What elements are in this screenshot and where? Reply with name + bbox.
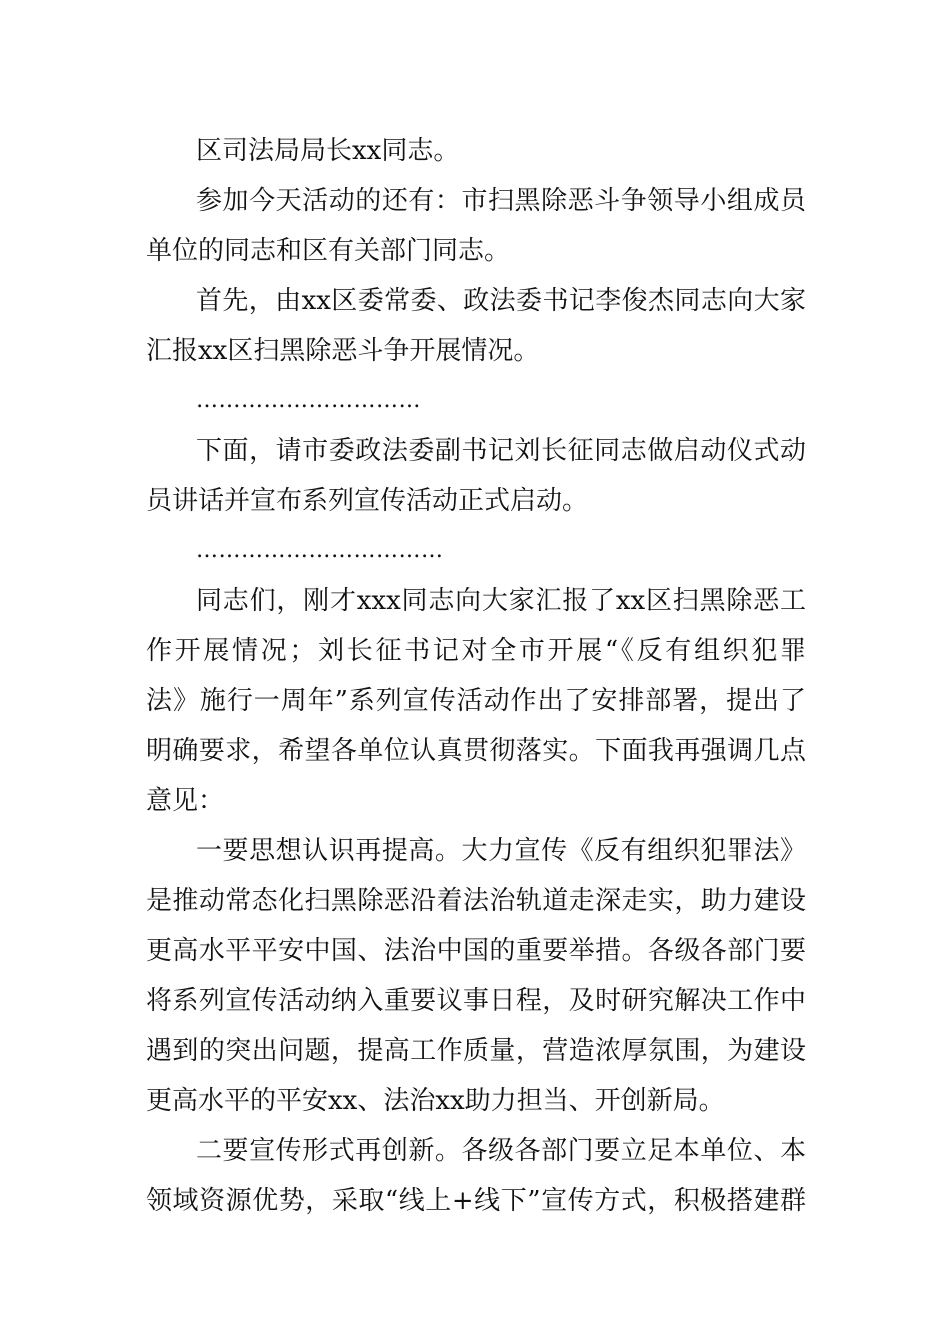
text-line: 汇报xx区扫黑除恶斗争开展情况。 xyxy=(146,336,540,366)
text-line: 同志们，刚才xxx同志向大家汇报了xx区扫黑除恶工 xyxy=(196,586,806,616)
text-line: 意见： xyxy=(146,786,225,816)
text-line: 单位的同志和区有关部门同志。 xyxy=(146,236,511,266)
text-line: 区司法局局长xx同志。 xyxy=(196,136,460,166)
text-line: 下面，请市委政法委副书记刘长征同志做启动仪式动 xyxy=(196,436,806,466)
text-line: 作开展情况；刘长征书记对全市开展“《反有组织犯罪 xyxy=(146,636,806,666)
text-line: 更高水平平安中国、法治中国的重要举措。各级各部门要 xyxy=(146,936,806,966)
text-line: 遇到的突出问题，提高工作质量，营造浓厚氛围，为建设 xyxy=(146,1036,806,1066)
text-line: 一要思想认识再提高。大力宣传《反有组织犯罪法》 xyxy=(196,836,806,866)
ellipsis-line: ………………………… xyxy=(196,388,421,413)
text-line: 是推动常态化扫黑除恶沿着法治轨道走深走实，助力建设 xyxy=(146,886,806,916)
ellipsis-line: …………………………… xyxy=(196,538,444,563)
text-line: 首先，由xx区委常委、政法委书记李俊杰同志向大家 xyxy=(196,286,806,316)
text-line: 法》施行一周年”系列宣传活动作出了安排部署，提出了 xyxy=(146,686,806,716)
text-line: 明确要求，希望各单位认真贯彻落实。下面我再强调几点 xyxy=(146,736,806,766)
text-line: 领域资源优势，采取“线上+线下”宣传方式，积极搭建群 xyxy=(146,1186,806,1216)
text-line: 更高水平的平安xx、法治xx助力担当、开创新局。 xyxy=(146,1086,725,1116)
text-line: 将系列宣传活动纳入重要议事日程，及时研究解决工作中 xyxy=(146,986,806,1016)
text-line: 员讲话并宣布系列宣传活动正式启动。 xyxy=(146,486,589,516)
text-line: 参加今天活动的还有：市扫黑除恶斗争领导小组成员 xyxy=(196,186,806,216)
text-line: 二要宣传形式再创新。各级各部门要立足本单位、本 xyxy=(196,1136,806,1166)
